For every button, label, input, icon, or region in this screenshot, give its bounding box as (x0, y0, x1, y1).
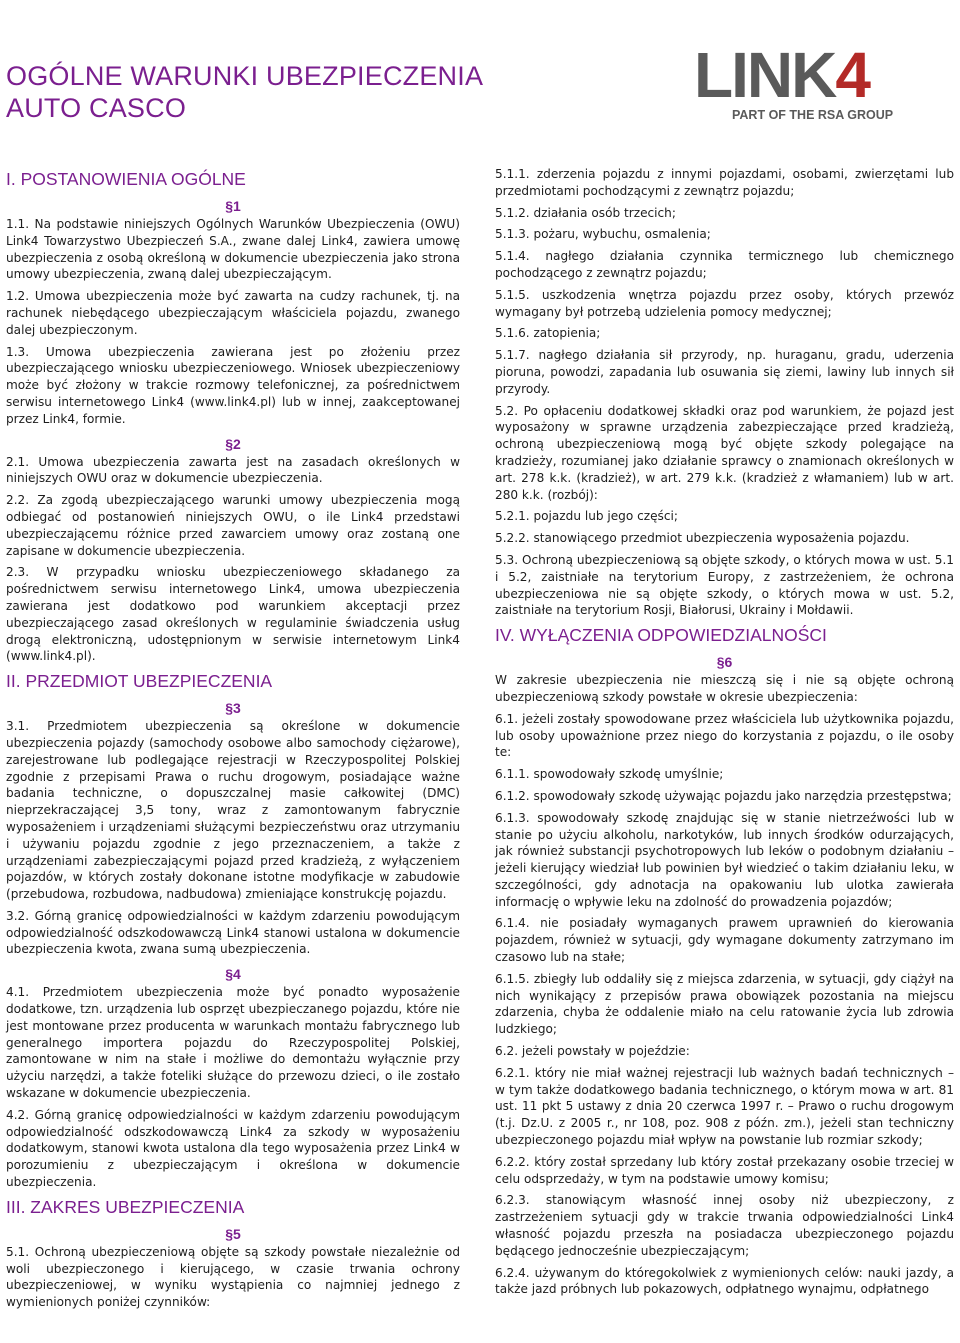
clause-paragraph: 3.2. Górną granicę odpowiedzialności w każdym zdarzeniu powodującym odpowiedzialność odszkodowawczą Link4 stanowi ustalona w dokumencie ubezpieczenia kwota, zwana sumą ubezpieczenia. (6, 908, 460, 957)
paragraph-number: §4 (225, 966, 241, 983)
section-heading: IV. WYŁĄCZENIA ODPOWIEDZIALNOŚCI (495, 625, 827, 646)
paragraph-number: §1 (225, 198, 241, 214)
clause-paragraph: 6.2.1. który nie miał ważnej rejestracji lub ważnych badań technicznych – w tym także dodatkowego badania technicznego, o którym mowa w art. 81 ust. 11 pkt 5 ustawy z dnia 20 czerwca 1997 r. – Prawo o ruchu drogowym (t.j. Dz.U. z 2005 r., nr 108, poz. 908 z późn. zm.), jeżeli stan techniczny ubezpieczonego pojazdu miał wpływ na powstanie lub rozmiar szkody; (495, 1065, 954, 1148)
clause-paragraph: 5.1.3. pożaru, wybuchu, osmalenia; (495, 227, 711, 242)
section-heading: III. ZAKRES UBEZPIECZENIA (6, 1196, 245, 1217)
clause-paragraph: 5.2.2. stanowiącego przedmiot ubezpieczenia wyposażenia pojazdu. (495, 531, 910, 546)
clause-paragraph: 5.1.5. uszkodzenia wnętrza pojazdu przez osoby, których przewóz wymagany był potrzebą udzielenia pomocy medycznej; (495, 287, 954, 319)
clause-paragraph: 5.1.6. zatopienia; (495, 326, 601, 341)
clause-paragraph: 6.2.2. który został sprzedany lub który został przekazany osobie trzeciej w celu odsprzedaży, w tym na podstawie umowy komisu; (495, 1154, 954, 1186)
clause-paragraph: 6.2.3. stanowiącym własność innej osoby niż ubezpieczony, z zastrzeżeniem sytuacji gdy w trakcie trwania odpowiedzialności Link4 własność pojazdu przeszła na posiadacza ubezpieczonego pojazdu będącego jednocześnie ubezpieczającym; (495, 1193, 954, 1258)
clause-paragraph: 6.1. jeżeli zostały spowodowane przez właściciela lub użytkownika pojazdu, lub osoby upoważnione przez niego do korzystania z pojazdu, o ile osoby te: (495, 711, 954, 760)
clause-paragraph: 5.1.2. działania osób trzecich; (495, 205, 676, 220)
clause-paragraph: 5.3. Ochroną ubezpieczeniową są objęte szkody, o których mowa w ust. 5.1 i 5.2, zaistniałe na terytorium Europy, z zastrzeżeniem, że ochrona ubezpieczeniowa nie są objęte szkody, o których mowa w ust. 5.2, zaistniałe na terytorium Rosji, Białorusi, Ukrainy i Mołdawii. (495, 552, 954, 618)
paragraph-number: §3 (225, 700, 241, 717)
clause-paragraph: 6.1.4. nie posiadały wymaganych prawem uprawnień do kierowania pojazdem, również w sytuacji, gdy wymagane dokumenty zatrzymano im czasowo lub na stałe; (495, 916, 954, 965)
clause-paragraph: 4.1. Przedmiotem ubezpieczenia może być ponadto wyposażenie dodatkowe, tzn. urządzenia lub osprzęt ubezpieczanego pojazdu, które nie jest montowane przez producenta w warunkach montażu fabrycznego lub generalnego importera pojazdu do Rzeczypospolitej Polskiej, zamontowane w nim na stałe i możliwe do demontażu wyłącznie przy użyciu narzędzi, a także foteliki służące do przewozu dzieci, o ile zostało wskazane w dokumencie ubezpieczenia. (6, 985, 460, 1101)
clause-paragraph: 1.2. Umowa ubezpieczenia może być zawarta na cudzy rachunek, tj. na rachunek niebędącego ubezpieczającym właściciela pojazdu, zwanego dalej ubezpieczonym. (6, 289, 460, 337)
clause-paragraph: 2.1. Umowa ubezpieczenia zawarta jest na zasadach określonych w niniejszych OWU oraz w dokumencie ubezpieczenia. (6, 454, 460, 486)
clause-paragraph: 1.1. Na podstawie niniejszych Ogólnych Warunków Ubezpieczenia (OWU) Link4 Towarzystwo Ubezpieczeń S.A., zwane dalej Link4, zawiera umowę ubezpieczenia z osobą określoną w dokumencie ubezpieczenia jako strona umowy ubezpieczenia, zwaną dalej ubezpieczającym. (6, 217, 460, 282)
clause-paragraph: 6.2. jeżeli powstały w pojeździe: (495, 1044, 690, 1059)
clause-paragraph: 6.1.1. spowodowały szkodę umyślnie; (495, 767, 724, 782)
clause-paragraph: 2.3. W przypadku wniosku ubezpieczeniowego składanego za pośrednictwem serwisu internetowego Link4, umowa ubezpieczenia zawierana jest dodatkowo pod warunkiem akceptacji przez ubezpieczającego zasad określonych w regulaminie świadczenia usług drogą elektroniczną, udostępnionym w serwisie internetowym Link4 (www.link4.pl). (6, 565, 460, 664)
clause-paragraph: 5.2. Po opłaceniu dodatkowej składki oraz pod warunkiem, że pojazd jest wyposażony w sprawne urządzenia zabezpieczające przed kradzieżą, ochroną ubezpieczeniową mogą być objęte szkody polegające na kradzieży, rozumianej jako działanie sprawcy o znamionach określonych w art. 278 k.k. (kradzież), w art. 279 k.k. (kradzież z włamaniem) lub w art. 280 k.k. (rozbój): (495, 403, 954, 502)
document-title (6, 60, 483, 124)
clause-paragraph: 6.1.5. zbiegły lub oddaliły się z miejsca zdarzenia, w sytuacji, gdy ciążył na nich wynikający z przepisów prawa obowiązek pozostania na miejscu zdarzenia, chyba że oddalenie miało na celu ratowanie życia lub zdrowia ludzkiego; (495, 971, 954, 1037)
clause-paragraph: 5.1.7. nagłego działania sił przyrody, np. huraganu, gradu, uderzenia pioruna, powodzi, zapadania lub osuwania się ziemi, lawiny lub innych sił przyrody. (495, 348, 954, 396)
document-title-line-1: OGÓLNE WARUNKI UBEZPIECZENIA (6, 61, 484, 91)
clause-paragraph: 5.1.1. zderzenia pojazdu z innymi pojazdami, osobami, zwierzętami lub przedmiotami pochodzącymi z zewnątrz pojazdu; (495, 167, 954, 198)
left-text-column (6, 166, 460, 1316)
section-heading: II. PRZEDMIOT UBEZPIECZENIA (6, 671, 273, 692)
paragraph-number: §6 (716, 654, 733, 671)
logo-tagline: PART OF THE RSA GROUP (732, 108, 894, 122)
logo-four-text: 4 (835, 39, 869, 111)
logo-link-text: LINK (694, 39, 836, 111)
section-heading: I. POSTANOWIENIA OGÓLNE (6, 169, 246, 189)
clause-paragraph: 4.2. Górną granicę odpowiedzialności w każdym zdarzeniu powodującym odpowiedzialność odszkodowawczą Link4 za szkody w wyposażeniu dodatkowym, stanowi kwota ustalona dla tego wyposażenia przez Link4 w porozumieniu z ubezpieczającym i określona w dokumencie ubezpieczenia. (6, 1107, 460, 1190)
clause-paragraph: 6.2.4. używanym do któregokolwiek z wymienionych celów: nauki jazdy, a także jazd próbnych lub pokazowych, odpłatnego wynajmu, odpłatnego (495, 1265, 954, 1297)
clause-paragraph: 6.1.3. spowodowały szkodę znajdując się w stanie nietrzeźwości lub w stanie po użyciu alkoholu, narkotyków, lub innych środków odurzających, jak również substancji psychotropowych lub leków o podobnym działaniu – jeżeli kierujący wiedział lub powinien był wiedzieć o takim działaniu leku, w szczególności, gdy adnotacja na opakowaniu lub ulotka zawierała informację o wpływie leku na zdolność do prowadzenia pojazdów; (495, 810, 954, 909)
document-title-line-2: AUTO CASCO (6, 93, 187, 123)
clause-paragraph: 5.1. Ochroną ubezpieczeniową objęte są szkody powstałe niezależnie od woli ubezpieczonego i kierującego, w czasie trwania ochrony ubezpieczeniowej, w wyniku wystąpienia co najmniej jednego z wymienionych poniżej czynników: (6, 1244, 460, 1310)
clause-paragraph: 2.2. Za zgodą ubezpieczającego warunki umowy ubezpieczenia mogą odbiegać od postanowień niniejszych OWU, o ile Link4 przedstawi ubezpieczającemu różnice przed zawarciem umowy oraz zostaną one zapisane w dokumencie ubezpieczenia. (6, 493, 460, 558)
paragraph-number: §5 (225, 1225, 241, 1242)
right-text-column (495, 166, 954, 1303)
clause-paragraph: 6.1.2. spowodowały szkodę używając pojazdu jako narzędzia przestępstwa; (495, 788, 952, 803)
clause-paragraph: 1.3. Umowa ubezpieczenia zawierana jest po złożeniu przez ubezpieczającego wniosku ubezpieczeniowego. Wniosek ubezpieczeniowy może być złożony w trakcie rozmowy telefonicznej, za pośrednictwem serwisu internetowego Link4 (www.link4.pl) lub w innej, zaakceptowanej przez Link4, formie. (6, 344, 460, 426)
clause-paragraph: 5.2.1. pojazdu lub jego części; (495, 509, 678, 524)
link4-logo (694, 39, 894, 122)
clause-paragraph: 5.1.4. nagłego działania czynnika termicznego lub chemicznego pochodzącego z zewnątrz pojazdu; (495, 249, 954, 280)
paragraph-number: §2 (225, 435, 241, 452)
clause-paragraph: W zakresie ubezpieczenia nie mieszczą się i nie są objęte ochroną ubezpieczeniową szkody powstałe w okresie ubezpieczenia: (495, 673, 954, 704)
logo-wordmark (694, 39, 869, 111)
clause-paragraph: 3.1. Przedmiotem ubezpieczenia są określone w dokumencie ubezpieczenia pojazdy (samochody osobowe albo samochody ciężarowe), zarejestrowane lub podlegające rejestracji w Rzeczypospolitej Polskiej zgodnie z przepisami Prawa o ruchu drogowym, posiadające ważne badania techniczne, o dopuszczalnej masie całkowitej (DMC) nieprzekraczającej 3,5 tony, wraz z zamontowanym fabrycznie wyposażeniem i urządzeniami służącymi bezpieczeństwu oraz utrzymaniu i używaniu pojazdu zgodnie z jego przeznaczeniem, a także z urządzeniami zabezpieczającymi pojazd przed kradzieżą, z wyłączeniem pojazdów, w których zostały dokonane istotne modyfikacje w zabudowie (przebudowa, rozbudowa, nadbudowa) zmieniające konstrukcję pojazdu. (6, 719, 460, 902)
